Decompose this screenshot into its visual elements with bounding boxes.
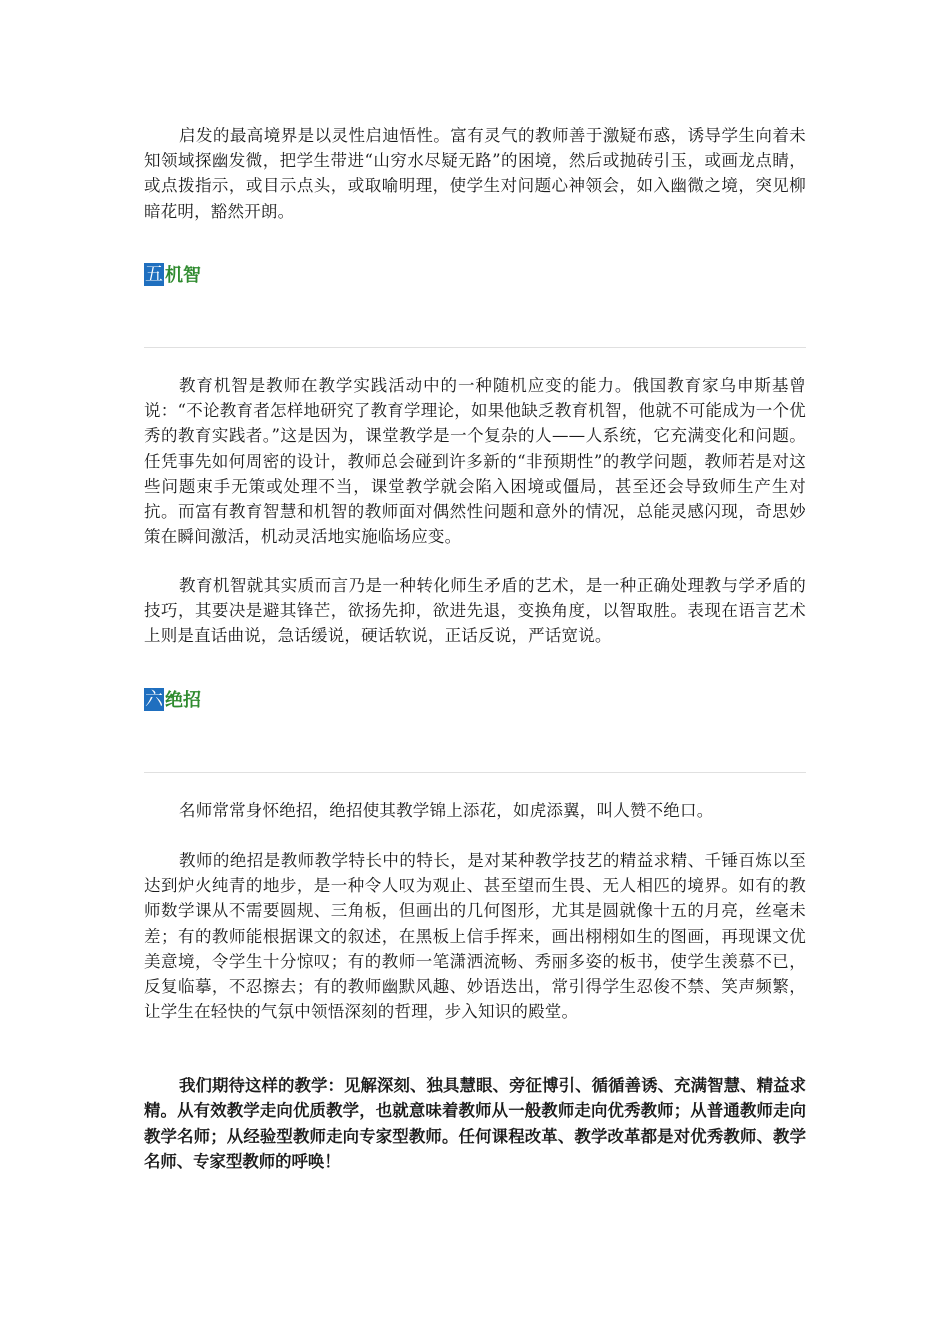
section-number-badge: 六	[145, 688, 163, 710]
section-divider	[144, 347, 806, 348]
section-number-badge: 五	[145, 263, 163, 285]
section-divider	[144, 772, 806, 773]
paragraph-inspiration: 启发的最高境界是以灵性启迪悟性。富有灵气的教师善于激疑布惑，诱导学生向着未知领域探幽发微，把学生带进“山穷水尽疑无路”的困境，然后或抛砖引玉，或画龙点睛，或点拨指示，或目示点头，或取喻明理，使学生对问题心神领会，如入幽微之境，突见柳暗花明，豁然开朗。	[144, 126, 806, 221]
section-title: 绝招	[165, 690, 201, 711]
paragraph-conclusion: 我们期待这样的教学：见解深刻、独具慧眼、旁征博引、循循善诱、充满智慧、精益求精。从有效教学走向优质教学，也就意味着教师从一般教师走向优秀教师；从普通教师走向教学名师；从经验型教师走向专家型教师。任何课程改革、教学改革都是对优秀教师、教学名师、专家型教师的呼唤！	[144, 1076, 806, 1172]
paragraph-master-teachers: 名师常常身怀绝招，绝招使其教学锦上添花，如虎添翼，叫人赞不绝口。	[179, 801, 714, 820]
paragraph-wit-essence: 教育机智就其实质而言乃是一种转化师生矛盾的艺术，是一种正确处理教与学矛盾的技巧，其要决是避其锋芒，欲扬先抑，欲进先退，变换角度，以智取胜。表现在语言艺术上则是直话曲说，急话缓说，硬话软说，正话反说，严话宽说。	[144, 576, 806, 646]
paragraph-teacher-skills: 教师的绝招是教师教学特长中的特长，是对某种教学技艺的精益求精、千锤百炼以至达到炉火纯青的地步，是一种令人叹为观止、甚至望而生畏、无人相匹的境界。如有的教师数学课从不需要圆规、三角板，但画出的几何图形，尤其是圆就像十五的月亮，丝毫未差；有的教师能根据课文的叙述，在黑板上信手挥来，画出栩栩如生的图画，再现课文优美意境，令学生十分惊叹；有的教师一笔潇洒流畅、秀丽多姿的板书，使学生羡慕不已，反复临摹，不忍擦去；有的教师幽默风趣、妙语迭出，常引得学生忍俊不禁、笑声频繁，让学生在轻快的气氛中领悟深刻的哲理，步入知识的殿堂。	[144, 851, 806, 1022]
section-heading-wit	[144, 262, 201, 286]
paragraph-educational-wit: 教育机智是教师在教学实践活动中的一种随机应变的能力。俄国教育家乌申斯基曾说：“不论教育者怎样地研究了教育学理论，如果他缺乏教育机智，他就不可能成为一个优秀的教育实践者。”这是因为，课堂教学是一个复杂的人——人系统，它充满变化和问题。任凭事先如何周密的设计，教师总会碰到许多新的“非预期性”的教学问题，教师若是对这些问题束手无策或处理不当，课堂教学就会陷入困境或僵局，甚至还会导致师生产生对抗。而富有教育智慧和机智的教师面对偶然性问题和意外的情况，总能灵感闪现，奇思妙策在瞬间激活，机动灵活地实施临场应变。	[144, 376, 806, 547]
section-heading-mastery	[144, 687, 201, 711]
section-title: 机智	[165, 265, 201, 286]
